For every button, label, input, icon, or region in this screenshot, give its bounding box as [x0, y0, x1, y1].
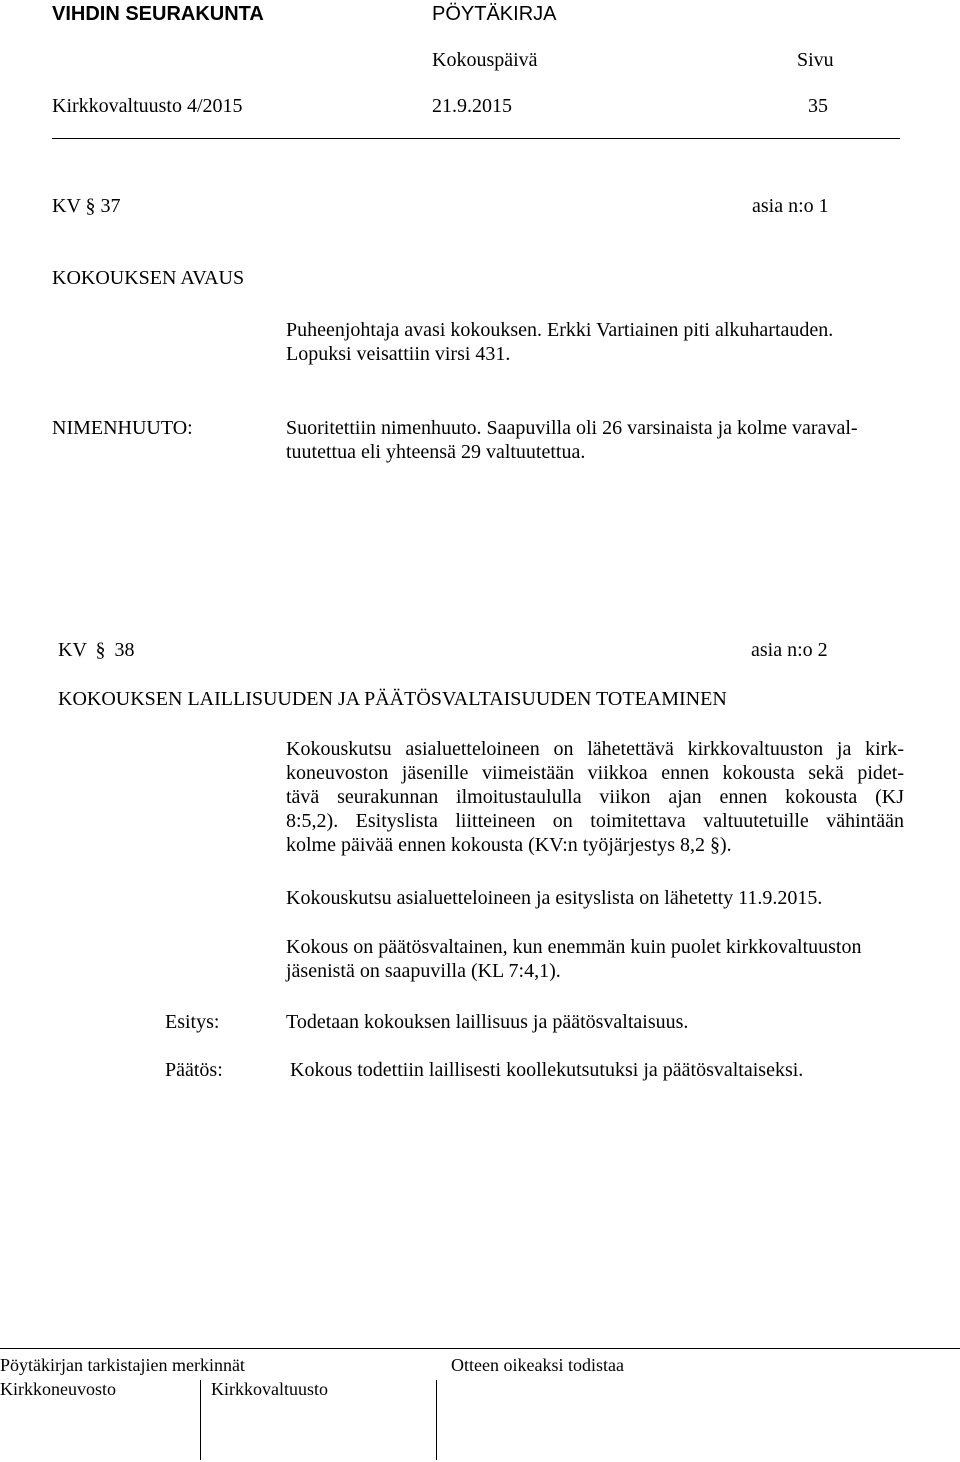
- item-number: asia n:o 1: [752, 195, 829, 217]
- organization-name: VIHDIN SEURAKUNTA: [52, 3, 264, 25]
- section-sign: §: [95, 639, 106, 661]
- decision-text: Kokous todettiin laillisesti koollekutsutuksi ja päätösvaltaiseksi.: [290, 1059, 804, 1081]
- invitation-paragraph: Kokouskutsu asialuetteloineen on lähetettävä kirkkovaltuuston ja kirk- koneuvoston jäsenille viimeistään viikkoa ennen kokousta sekä pidet- tävä seurakunnan ilmoitustaululla viikon ajan ennen kokousta (KJ 8:5,2). Esityslista liitteineen on toimitettava valtuutetuille vähintään kolme päivää ennen kokousta (KV:n työjärjestys 8,2 §).: [286, 738, 904, 856]
- header-divider: [52, 138, 900, 139]
- proposal-text: Todetaan kokouksen laillisuus ja päätösvaltaisuus.: [286, 1011, 689, 1033]
- meeting-body: Kirkkovaltuusto 4/2015: [52, 95, 243, 117]
- section-title: KOKOUKSEN LAILLISUUDEN JA PÄÄTÖSVALTAISUUDEN TOTEAMINEN: [58, 688, 727, 710]
- sent-notice: Kokouskutsu asialuetteloineen ja esityslista on lähetetty 11.9.2015.: [286, 887, 823, 909]
- page-label: Sivu: [797, 49, 834, 71]
- item-number: asia n:o 2: [751, 639, 828, 661]
- opening-text: Puheenjohtaja avasi kokouksen. Erkki Vartiainen piti alkuhartauden. Lopuksi veisattiin virsi 431.: [286, 319, 834, 365]
- roll-call-label: NIMENHUUTO:: [52, 417, 193, 439]
- signature-divider: [200, 1380, 201, 1460]
- quorum-paragraph: Kokous on päätösvaltainen, kun enemmän kuin puolet kirkkovaltuuston jäsenistä on saapuvilla (KL 7:4,1).: [286, 936, 862, 982]
- assembly-label: Kirkkovaltuusto: [211, 1379, 328, 1399]
- page-number: 35: [808, 95, 828, 117]
- section-number: KV § 37: [52, 195, 121, 217]
- proposal-label: Esitys:: [165, 1011, 220, 1033]
- document-type: PÖYTÄKIRJA: [432, 3, 557, 25]
- section-title: KOKOUKSEN AVAUS: [52, 267, 245, 289]
- meeting-date: 21.9.2015: [432, 95, 512, 117]
- inspectors-label: Pöytäkirjan tarkistajien merkinnät: [0, 1355, 245, 1375]
- footer-divider: [0, 1348, 960, 1349]
- council-label: Kirkkoneuvosto: [0, 1379, 116, 1399]
- section-number: KV § 38: [58, 639, 135, 661]
- signature-divider: [436, 1380, 437, 1460]
- decision-label: Päätös:: [165, 1059, 223, 1081]
- certified-label: Otteen oikeaksi todistaa: [451, 1355, 624, 1375]
- meeting-date-label: Kokouspäivä: [432, 49, 538, 71]
- roll-call-text: Suoritettiin nimenhuuto. Saapuvilla oli 26 varsinaista ja kolme varaval- tuutettua eli yhteensä 29 valtuutettua.: [286, 417, 858, 463]
